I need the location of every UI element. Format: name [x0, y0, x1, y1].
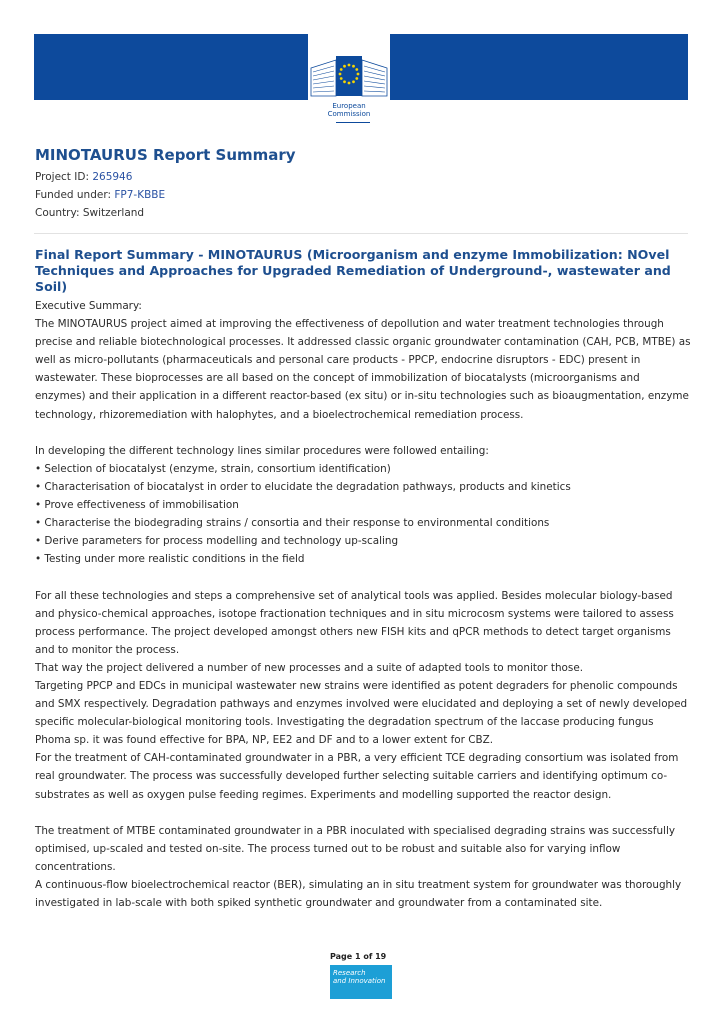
paragraph-gap — [35, 568, 691, 586]
paragraph-gap — [35, 424, 691, 442]
body-paragraph: The MINOTAURUS project aimed at improving the effectiveness of depollution and water treatment technologies through precise and reliable biotechnological processes. It addressed classic organic groundwater contamination (CAH, PCB, MTBE) as well as micro-pollutants (pharmaceuticals and personal care products - PPCP, endocrine disruptors - EDC) present in wastewater. These bioprocesses are all based on the concept of immobilization of biocatalysts (microorganisms and enzymes) and their application in a different reactor-based (ex situ) or in-situ technologies such as bioaugmentation, enzyme technology, rhizoremediation with halophytes, and a bioelectrochemical remediation process. — [35, 318, 691, 421]
logo-text-line2: Commission — [327, 110, 371, 118]
report-body — [35, 297, 691, 912]
body-paragraph: • Characterise the biodegrading strains / consortia and their response to environmental conditions — [35, 517, 550, 530]
body-paragraph: A continuous-flow bioelectrochemical reactor (BER), simulating an in situ treatment system for groundwater was thoroughly investigated in lab-scale with both spiked synthetic groundwater and groundwater from a contaminated site. — [35, 879, 682, 910]
body-paragraph: • Characterisation of biocatalyst in order to elucidate the degradation pathways, products and kinetics — [35, 480, 571, 493]
funded-under-row — [35, 189, 165, 201]
report-title: Final Report Summary - MINOTAURUS (Microorganism and enzyme Immobilization: NOvel Techniques and Approaches for Upgraded Remediation of Underground-, wastewater and Soil) — [35, 247, 671, 294]
body-paragraph: That way the project delivered a number of new processes and a suite of adapted tools to monitor those. — [35, 661, 584, 674]
commission-building-icon — [308, 34, 390, 104]
section-divider — [34, 233, 688, 234]
body-paragraph: • Selection of biocatalyst (enzyme, strain, consortium identification) — [35, 462, 391, 475]
research-innovation-ribbon — [330, 965, 392, 999]
ribbon-line1: Research — [333, 969, 366, 977]
page-number: Page 1 of 19 — [330, 952, 387, 961]
funded-under-label: Funded under: — [35, 189, 112, 201]
body-paragraph: Targeting PPCP and EDCs in municipal wastewater new strains were identified as potent degraders for phenolic compounds and SMX respectively. Degradation pathways and enzymes involved were elucidated and deploying a set of newly developed specific molecular-biological monitoring tools. Investigating the degradation spectrum of the laccase producing fungus Phoma sp. it was found effective for BPA, NP, EE2 and DF and to a lower extent for CBZ. — [35, 679, 688, 747]
country-row — [35, 207, 144, 219]
body-paragraph: • Prove effectiveness of immobilisation — [35, 499, 239, 512]
project-id-row — [35, 171, 132, 183]
country-value: Switzerland — [82, 207, 145, 219]
body-paragraph: For all these technologies and steps a comprehensive set of analytical tools was applied. Besides molecular biology-based and physico-chemical approaches, isotope fractionation techniques and in situ microcosm systems were tailored to assess process performance. The project developed amongst others new FISH kits and qPCR methods to detect target organisms and to monitor the process. — [35, 589, 674, 656]
logo-divider — [336, 122, 370, 123]
funded-under-link[interactable]: FP7-KBBE — [114, 189, 166, 201]
body-paragraph: • Derive parameters for process modelling and technology up-scaling — [35, 535, 399, 548]
page-title: MINOTAURUS Report Summary — [35, 146, 296, 164]
body-paragraph: • Testing under more realistic conditions in the field — [35, 553, 305, 566]
project-id-link[interactable]: 265946 — [92, 171, 133, 183]
ribbon-line2: and Innovation — [333, 977, 386, 985]
body-paragraph: Executive Summary: — [35, 300, 142, 312]
body-paragraph: In developing the different technology lines similar procedures were followed entailing: — [35, 444, 489, 457]
logo-text-line1: European — [332, 102, 366, 110]
project-id-label: Project ID: — [35, 171, 89, 183]
european-commission-logo — [308, 34, 390, 126]
country-label: Country: — [35, 207, 80, 219]
paragraph-gap — [35, 804, 691, 822]
body-paragraph: For the treatment of CAH-contaminated groundwater in a PBR, a very efficient TCE degrading consortium was isolated from real groundwater. The process was successfully developed further selecting suitable carriers and identifying optimum co-substrates as well as oxygen pulse feeding regimes. Experiments and modelling supported the reactor design. — [35, 752, 679, 801]
body-paragraph: The treatment of MTBE contaminated groundwater in a PBR inoculated with specialised degrading strains was successfully optimised, up-scaled and tested on-site. The process turned out to be robust and suitable also for varying inflow concentrations. — [35, 824, 675, 873]
